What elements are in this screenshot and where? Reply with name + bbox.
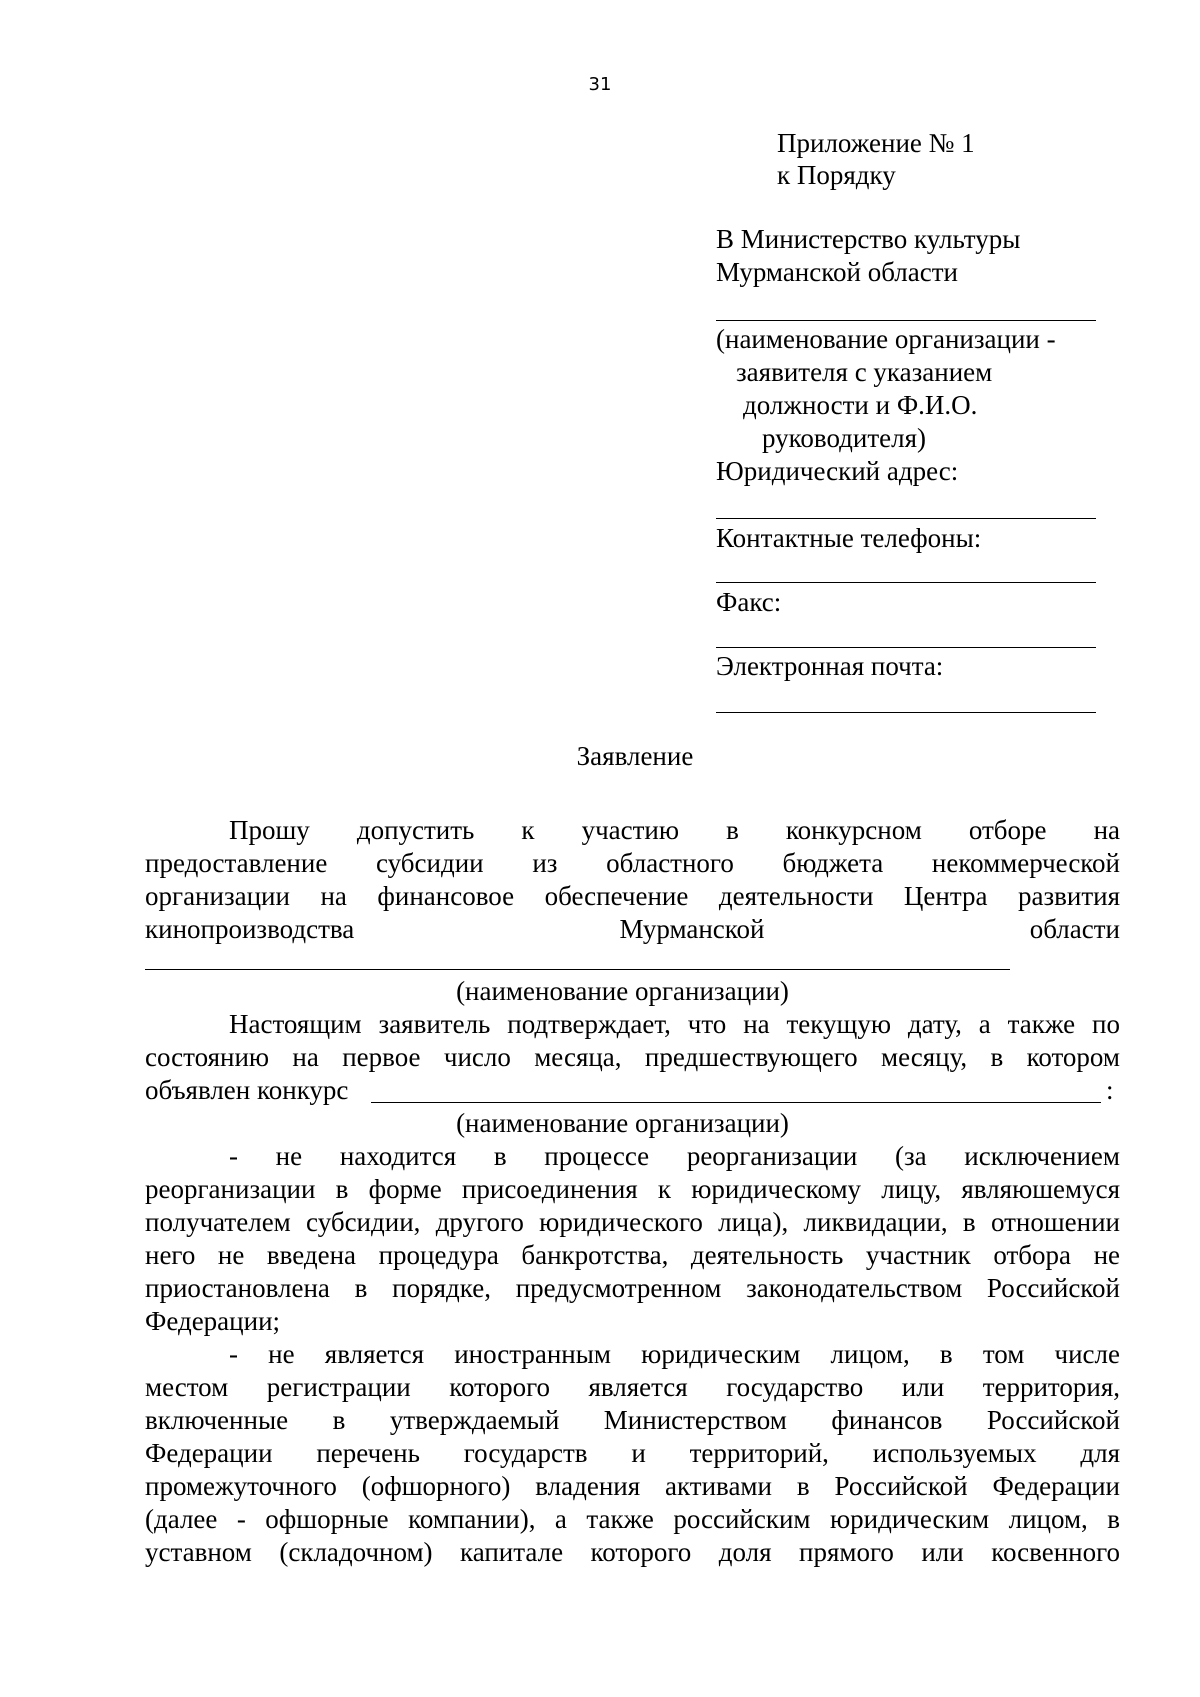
para2-line-1: Настоящим заявитель подтверждает, что на текущую дату, а также по [229,1009,1120,1039]
document-title: Заявление [576,741,694,771]
applicant-caption-line-2: заявителя с указанием [736,357,993,387]
applicant-caption-line-4: руководителя) [762,423,927,453]
fax-label: Факс: [716,587,782,617]
appendix-line-2: к Порядку [777,160,896,190]
legal-address-label: Юридический адрес: [716,456,959,486]
blank-line-fax [716,647,1096,648]
para2-line-2: состоянию на первое число месяца, предшествующего месяцу, в котором [145,1042,1120,1072]
para1-line-2: предоставление субсидии из областного бюджета некоммерческой [145,848,1120,878]
blank-line-competition-organization [371,1102,1101,1103]
applicant-caption-line-3: должности и Ф.И.О. [743,390,978,420]
appendix-line-1: Приложение № 1 [777,128,975,158]
item1-line-5: приостановлена в порядке, предусмотренном законодательством Российской [145,1273,1120,1303]
addressee-line-1: В Министерство культуры [716,224,1021,254]
applicant-caption-line-1: (наименование организации - [716,324,1056,354]
item2-line-7: уставном (складочном) капитале которого доля прямого или косвенного [145,1537,1120,1567]
item2-line-1: - не является иностранным юридическим лицом, в том числе [229,1339,1120,1369]
item1-line-4: него не введена процедура банкротства, деятельность участник отбора не [145,1240,1120,1270]
item2-line-4: Федерации перечень государств и территорий, используемых для [145,1438,1120,1468]
blank-line-legal-address [716,518,1096,519]
item2-line-5: промежуточного (офшорного) владения активами в Российской Федерации [145,1471,1120,1501]
item2-line-3: включенные в утверждаемый Министерством финансов Российской [145,1405,1120,1435]
item1-line-3: получателем субсидии, другого юридического лица), ликвидации, в отношении [145,1207,1120,1237]
para1-line-1: Прошу допустить к участию в конкурсном отборе на [229,815,1120,845]
item2-line-2: местом регистрации которого является государство или территория, [145,1372,1120,1402]
para1-line-3: организации на финансовое обеспечение деятельности Центра развития [145,881,1120,911]
org-caption-1: (наименование организации) [456,976,789,1006]
para2-line-3-suffix: : [1106,1075,1114,1105]
blank-line-organization-name [145,969,1010,970]
org-caption-2: (наименование организации) [456,1108,789,1138]
para1-line-4: кинопроизводства Мурманской области [145,914,1120,944]
item1-line-1: - не находится в процессе реорганизации (за исключением [229,1141,1120,1171]
blank-line-phones [716,582,1096,583]
item2-line-6: (далее - офшорные компании), а также российским юридическим лицом, в [145,1504,1120,1534]
para2-line-3-prefix: объявлен конкурс [145,1075,349,1105]
phones-label: Контактные телефоны: [716,523,982,553]
item1-line-2: реорганизации в форме присоединения к юридическому лицу, являюшемуся [145,1174,1120,1204]
email-label: Электронная почта: [716,651,944,681]
blank-line-organization [716,320,1096,321]
item1-line-6: Федерации; [145,1306,281,1336]
page-number: 31 [588,74,612,95]
addressee-line-2: Мурманской области [716,257,958,287]
blank-line-email [716,712,1096,713]
